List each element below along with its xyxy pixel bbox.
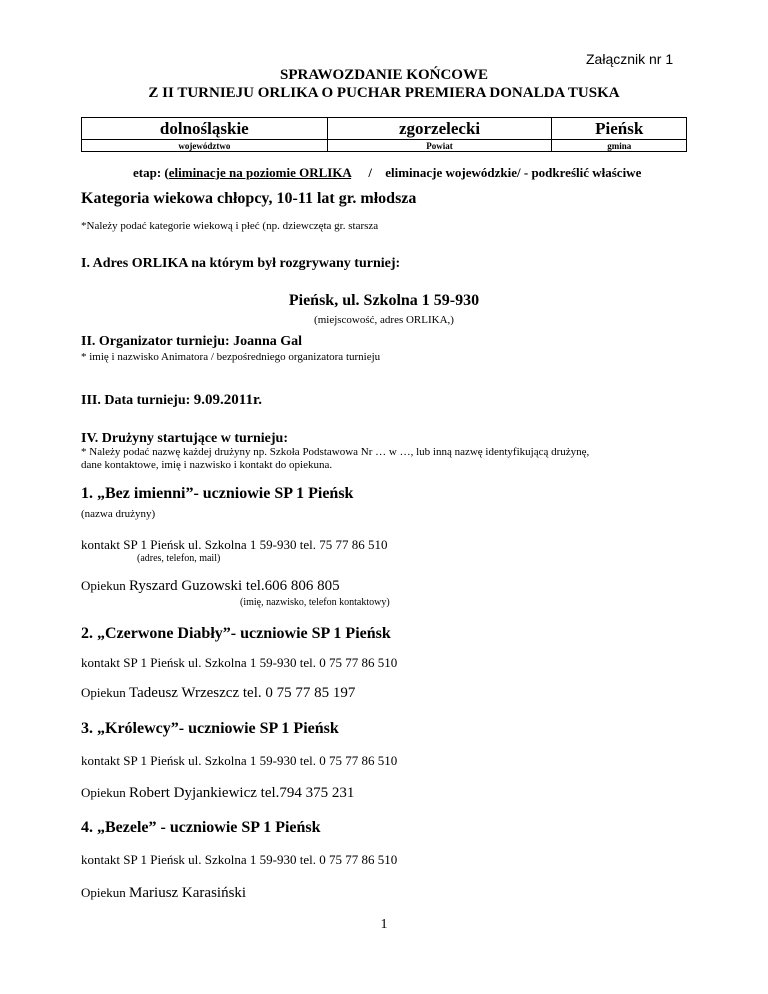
location-values-row — [82, 118, 687, 140]
team-contact-caption: (adres, telefon, mail) — [137, 553, 221, 564]
team-1-title: 1. „Bez imienni”- uczniowie SP 1 Pieńsk — [81, 485, 354, 502]
team-2-contact: kontakt SP 1 Pieńsk ul. Szkolna 1 59-930 tel. 0 75 77 86 510 — [81, 655, 398, 670]
stage-separator: / — [368, 165, 372, 180]
section-1-heading: I. Adres ORLIKA na którym był rozgrywany turniej: — [81, 256, 401, 271]
category-note: *Należy podać kategorie wiekową i płeć (np. dziewczęta gr. starsza — [81, 220, 379, 232]
team-3-guardian: Robert Dyjankiewicz tel.794 375 231 — [129, 785, 355, 801]
team-1-contact: kontakt SP 1 Pieńsk ul. Szkolna 1 59-930 tel. 75 77 86 510 — [81, 537, 388, 552]
location-table — [81, 117, 687, 152]
team-3-contact: kontakt SP 1 Pieńsk ul. Szkolna 1 59-930 tel. 0 75 77 86 510 — [81, 753, 398, 768]
orlik-address-caption: (miejscowość, adres ORLIKA,) — [314, 314, 454, 326]
orlik-address: Pieńsk, ul. Szkolna 1 59-930 — [288, 292, 480, 309]
team-1-guardian-line — [81, 578, 340, 595]
section-4-heading: IV. Drużyny startujące w turnieju: — [81, 431, 288, 446]
county-value: zgorzelecki — [327, 118, 552, 140]
team-2-title: 2. „Czerwone Diabły”- uczniowie SP 1 Pieńsk — [81, 625, 391, 642]
team-4-guardian: Mariusz Karasiński — [129, 885, 247, 901]
voivodeship-caption: województwo — [82, 140, 328, 152]
stage-rest: eliminacje wojewódzkie/ - podkreślić właściwe — [385, 165, 642, 180]
section-2-note: * imię i nazwisko Animatora / bezpośredniego organizatora turnieju — [81, 351, 381, 363]
team-1-guardian: Ryszard Guzowski tel.606 806 805 — [129, 578, 340, 594]
category-heading: Kategoria wiekowa chłopcy, 10-11 lat gr. młodsza — [81, 190, 417, 207]
location-captions-row — [82, 140, 687, 152]
team-1-name-caption-line — [81, 502, 155, 522]
team-3-guardian-line — [81, 785, 354, 802]
team-2-guardian-line — [81, 685, 355, 702]
municipality-caption: gmina — [552, 140, 687, 152]
team-4-title: 4. „Bezele” - uczniowie SP 1 Pieńsk — [81, 819, 321, 836]
page-number: 1 — [380, 917, 388, 932]
stage-label: etap: ( — [133, 165, 169, 180]
section-3-line — [81, 392, 262, 409]
municipality-value: Pieńsk — [552, 118, 687, 140]
guardian-label: Opiekun — [81, 578, 130, 593]
team-2-guardian: Tadeusz Wrzeszcz tel. 0 75 77 85 197 — [129, 685, 356, 701]
section-4-note-line2: dane kontaktowe, imię i nazwisko i kontakt do opiekuna. — [81, 459, 333, 471]
report-title-line1: SPRAWOZDANIE KOŃCOWE — [280, 67, 488, 83]
stage-line — [133, 165, 641, 181]
team-guardian-caption: (imię, nazwisko, telefon kontaktowy) — [240, 597, 390, 608]
tournament-date: 9.09.2011r. — [193, 392, 262, 408]
annex-label: Załącznik nr 1 — [586, 51, 674, 67]
guardian-label: Opiekun — [81, 785, 130, 800]
section-2-heading: II. Organizator turnieju: Joanna Gal — [81, 334, 303, 349]
team-4-guardian-line — [81, 885, 246, 902]
report-title-line2: Z II TURNIEJU ORLIKA O PUCHAR PREMIERA DONALDA TUSKA — [148, 85, 620, 101]
section-3-label: III. Data turnieju: — [81, 393, 194, 408]
voivodeship-value: dolnośląskie — [82, 118, 328, 140]
team-3-title: 3. „Królewcy”- uczniowie SP 1 Pieńsk — [81, 720, 339, 737]
guardian-label: Opiekun — [81, 885, 130, 900]
section-4-note-line1: * Należy podać nazwę każdej drużyny np. Szkoła Podstawowa Nr … w …, lub inną nazwę identyfikującą drużynę, — [81, 446, 590, 458]
guardian-label: Opiekun — [81, 685, 130, 700]
team-name-caption: (nazwa drużyny) — [81, 508, 156, 520]
stage-option-orlik: eliminacje na poziomie ORLIKA — [168, 165, 352, 180]
team-4-contact: kontakt SP 1 Pieńsk ul. Szkolna 1 59-930 tel. 0 75 77 86 510 — [81, 852, 398, 867]
county-caption: Powiat — [327, 140, 552, 152]
